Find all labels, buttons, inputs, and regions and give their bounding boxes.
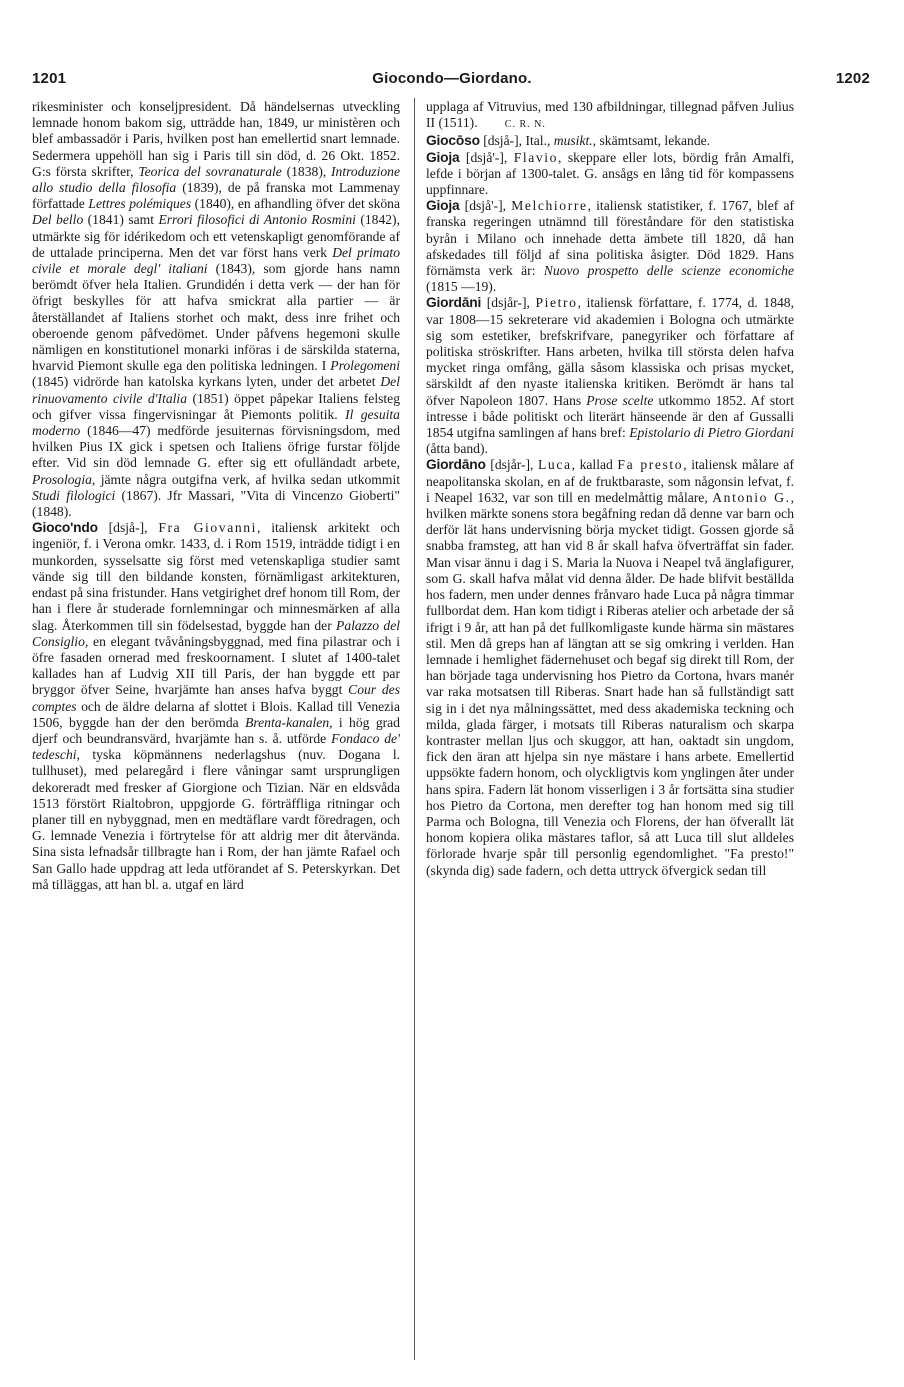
page-number-right: 1202 xyxy=(835,70,870,87)
headword: Giordāno xyxy=(426,457,486,473)
giocoso-entry: Giocōso [dsjå-], Ital., musikt., skämtsamt, lekande. xyxy=(426,133,711,149)
left-column xyxy=(32,99,400,893)
giordani-entry: Giordāni [dsjår-], Pietro, italiensk författare, f. 1774, d. 1848, var 1808—15 sekreterare vid akademien i Bologna och utmärkte sig som estetiker, brefskrifvare, panegyriker och författare af politiska ströskrifter. Hans arbeten, hvilka till största delen hafva mycket ringa omfång, gälla såsom klassiska och prisas mycket, särskildt af den nyaste italienska kritiken. Berömdt är hans tal öfver Napoleon 1807. Hans Prose scelte utkommo 1852. Af stort intresse i både politiskt och literärt hänseende är den af Gussalli 1854 utgifna samlingen af hans bref: Epistolario di Pietro Giordani (åtta band). xyxy=(426,295,795,457)
author-signature: C. R. N. xyxy=(504,119,546,131)
giocondo-entry: Gioco'ndo [dsjå-], Fra Giovanni, italiensk arkitekt och ingeniör, f. i Verona omkr. 1433, d. i Rom 1519, inträdde tidigt i en munkorden, sysselsatte sig först med vetenskapliga studier samt vände sig till den bildande konsten, förnämligast arkitekturen, endast på sina fristunder. Hans vetgirighet dref honom till Rom, der han i flere år studerade fornlemningar och minnesmärken af alla slag. Återkommen till sin födelsestad, byggde han der Palazzo del Consiglio, en elegant tvåvåningsbyggnad, med fina pilastrar och i öfre fasaden ornerad med freskoornament. I slutet af 1400-talet kallades han af Ludvig XII till Paris, der han byggde ett par bryggor öfver Seine, hvarjämte han anses hafva byggt Cour des comptes och de äldre delarna af slottet i Blois. Kallad till Venezia 1506, byggde han der den berömda Brenta-kanalen, i hög grad djerf och beundransvärd, hvarjämte han s. å. utförde Fondaco de' tedeschi, tyska köpmännens nederlagshus (nuv. Dogana l. tullhuset), med pelaregård i flere våningar samt ursprungligen dekoreradt med fresker af Giorgione och Tizian. När en eldsvåda 1513 förstört Rialtobron, uppgjorde G. förträffliga ritningar och planer till en nybyggnad, men en medtäflare vardt föredragen, och G. lemnade Venezia i förtrytelse för att aldrig mer dit återvända. Sina sista lefnadsår tillbragte han i Rom, der han jämte Rafael och San Gallo hade uppdrag att leda utförandet af S. Peterskyrkan. Det må tilläggas, att han bl. a. utgaf en lärd xyxy=(32,520,400,892)
headword: Gioja xyxy=(426,149,460,165)
column-divider xyxy=(414,98,415,1360)
right-column xyxy=(426,99,794,879)
page-number-left: 1201 xyxy=(32,70,67,87)
giordano-entry: Giordāno [dsjår-], Luca, kallad Fa presto, italiensk målare af neapolitanska skolan, en af de fruktbaraste, som någonsin lefvat, f. i Neapel 1632, var son till en medelmåttig målare, Antonio G., hvilken märkte sonens stora begåfning redan då denne var barn och derför lät hans undervisning börja mycket tidigt. Gossen gjorde så snabba framsteg, att han vid 8 år skall hafva öfverträffat sin fader. Man visar ännu i dag i S. Maria la Nuova i Neapel två änglafigurer, som G. skall hafva målat vid denna ålder. De hade blifvit beställda hos fadern, men under dennes frånvaro hade Luca på några timmar fullbordat dem. Han kom tidigt i Riberas atelier och arbetade der så ifrigt i 9 år, att han på det fullkomligaste kunde härma sin mästares stil. Men då greps han af längtan att se sig omkring i verlden. Han lemnade i hemlighet fädernehuset och begaf sig direkt till Rom, der han började taga undervisning hos Pietro da Cortona, hvars manér var raka motsatsen till Riberas. Snart hade han så fullständigt satt sig in i det nya målningssättet, med dess akademiska teckning och milda, glada färger, i motsats till Riberas naturalism och skarpa kontraster mellan ljus och skuggor, att han, oaktadt sin ungdom, fick den äran att hjelpa sin nye mästare i hans arbete. Emellertid uppsökte fadern honom, och olyckligtvis kom ynglingen åter under hans spira. Fadern lät honom visserligen i 3 år fortsätta sina studier hos Pietro da Cortona, men derefter tog han honom med sig till Parma och Bologna, till Venezia och Florens, der han öfverallt lät honom kopiera olika mästares taflor, så att Luca till slut alldeles förlorade hvarje spår till personlig egendomlighet. "Fa presto!" (skynda dig) sade fadern, och detta uttryck öfvergick sedan till xyxy=(426,457,794,878)
headword: Gioco'ndo xyxy=(32,520,98,536)
gioberti-entry-continuation: rikesminister och konseljpresident. Då händelsernas utveckling lemnade honom bakom sig, utträdde han, 1849, ur ministèren och blef ambassadör i Paris, hvilken post han emellertid snart lemnade. Sedermera uppehöll han sig i Paris till sin död, d. 26 Okt. 1852. G:s första skrifter, Teorica del sovranaturale (1838), Introduzione allo studio della filosofia (1839), de på franska mot Lammenay författade Lettres polémiques (1840), en afhandling öfver det sköna Del bello (1841) samt Errori filosofici di Antonio Rosmini (1842), utmärkte sig för idérikedom och ett vetenskapligt genomförande af de uttalade principerna. Men det var först hans verk Del primato civile et morale degl' italiani (1843), som gjorde hans namn berömdt öfver hela Italien. Grundidén i detta verk — der han för öfrigt beskylles för att hafva smickrat alla partier — är återställandet af Italiens storhet och makt, dess inre frihet och oberoende genom påfvedömet. Under påfvens hegemoni skulle nämligen en konstitutionel monarki införas i de särskilda staterna, hvarvid Piemont skulle ega den politiska ledningen. I Prolegomeni (1845) vidrörde han katolska kyrkans lyten, under det arbetet Del rinuovamento civile d'Italia (1851) öppet påpekar Italiens felsteg och gifver vissa fingervisningar åt Piemonts politik. Il gesuita moderno (1846—47) medförde jesuiternas förvisningsdom, med hvilken Pius IX gick i spetsen och Italiens öfrige furstar följde efter. Vid sin död lemnade G. efter sig ett ofulländadt arbete, Prosologia, jämte några outgifna verk, af hvilka sedan utkommit Studi filologici (1867). Jfr Massari, "Vita di Vincenzo Gioberti" (1848). xyxy=(32,99,401,520)
headword: Giordāni xyxy=(426,295,482,311)
gioja-flavio-entry: Gioja [dsjå'-], Flavio, skeppare eller lots, bördig från Amalfi, lefde i början af 1300-talet. G. ansågs en lång tid för kompassens uppfinnare. xyxy=(426,149,795,198)
running-title: Giocondo—Giordano. xyxy=(372,70,532,87)
headword: Gioja xyxy=(426,198,460,214)
headword: Giocōso xyxy=(426,133,480,149)
gioja-melchiorre-entry: Gioja [dsjå'-], Melchiorre, italiensk statistiker, f. 1767, blef af franska regeringen utnämnd till föreståndare för den statistiska byrån i Milano och innehade detta ämbete till 1820, då han afskedades till följd af sina politiska åsigter. Död 1829. Hans förnämsta verk är: Nuovo prospetto delle scienze economiche (1815 —19). xyxy=(426,198,795,295)
giocondo-entry-end: upplaga af Vitruvius, med 130 afbildningar, tillegnad påfven Julius II (1511). C. R. N. xyxy=(426,99,794,131)
